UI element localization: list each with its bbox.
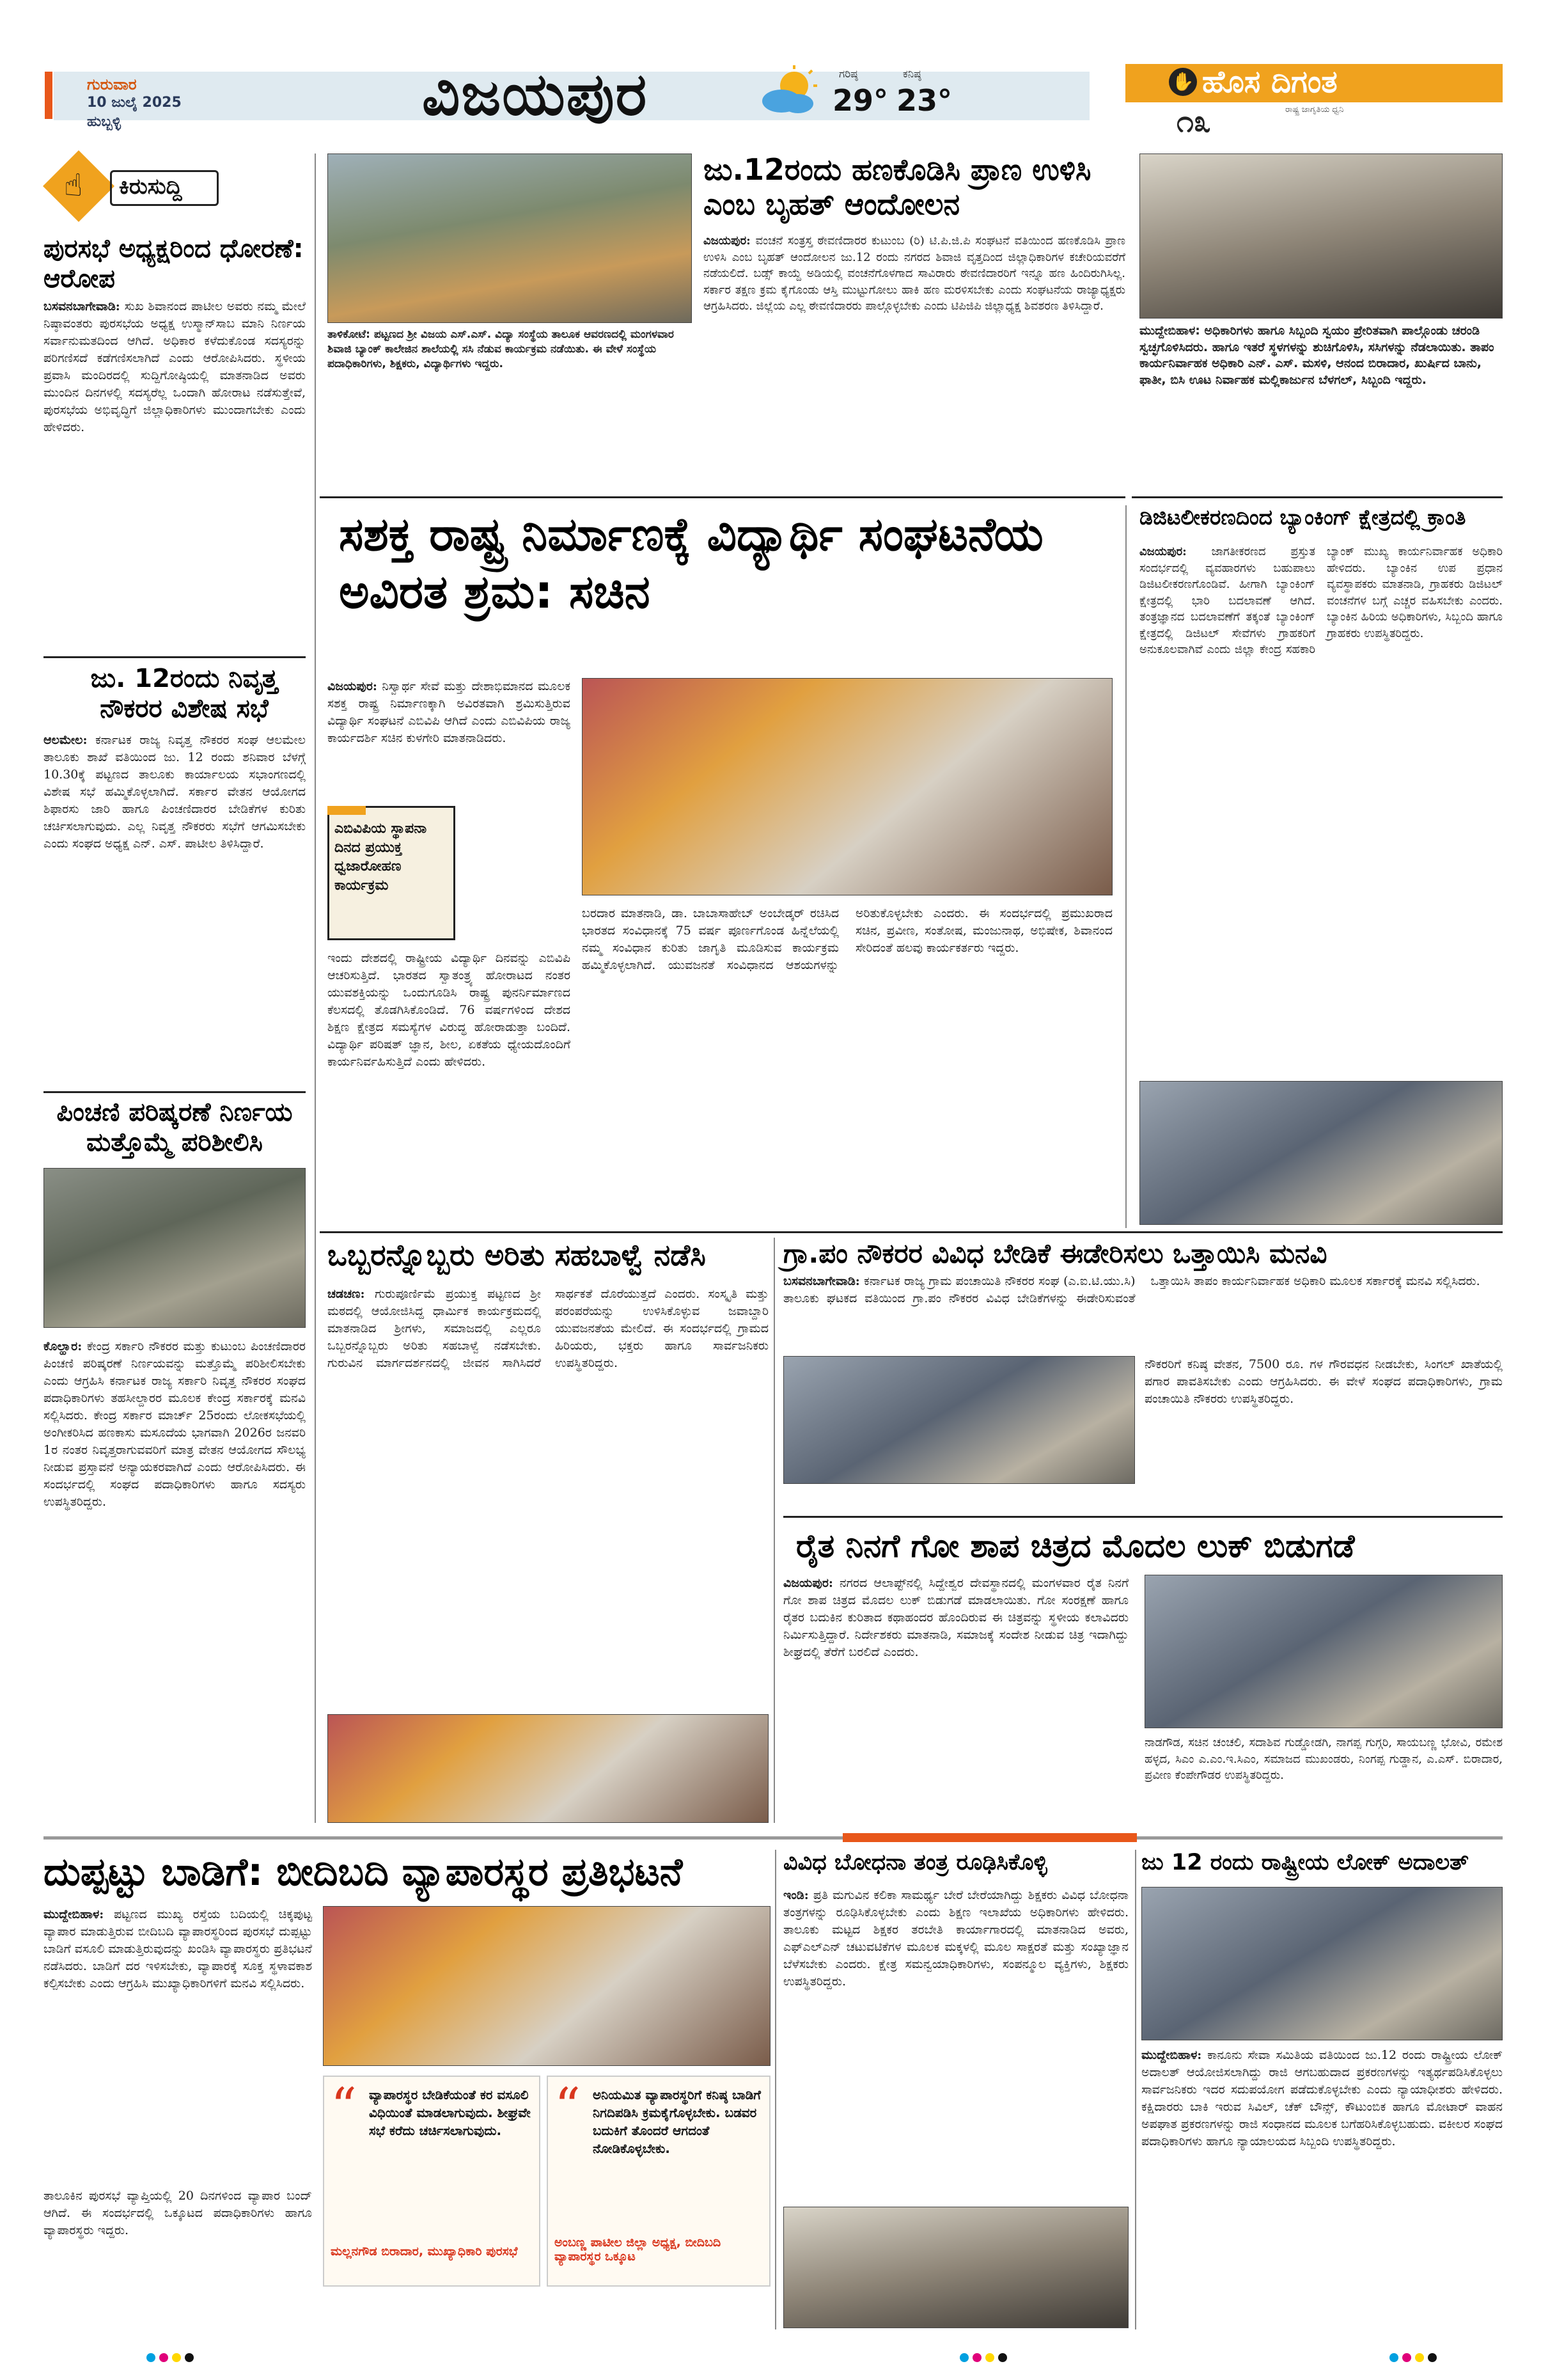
bodhana-headline: ವಿವಿಧ ಬೋಧನಾ ತಂತ್ರ ರೂಢಿಸಿಕೊಳ್ಳಿ	[783, 1850, 1047, 1875]
quote-2-mark-icon: “	[554, 2077, 581, 2136]
registration-marks-left	[145, 2352, 196, 2365]
bodhana-photo	[783, 2207, 1129, 2328]
brief-3-dateline: ಕೊಲ್ಹಾರ:	[43, 1339, 82, 1353]
raita-headline: ರೈತ ನಿನಗೆ ಗೋ ಶಾಪ ಚಿತ್ರದ ಮೊದಲ ಲುಕ್ ಬಿಡುಗಡೆ	[796, 1527, 1355, 1564]
banking-headline: ಡಿಜಿಟಲೀಕರಣದಿಂದ ಬ್ಯಾಂಕಿಂಗ್ ಕ್ಷೇತ್ರದಲ್ಲಿ ಕ್ರಾಂತಿ	[1139, 505, 1466, 530]
edition-name: ವಿಜಯಪುರ	[422, 60, 648, 129]
duppatta-right-divider	[775, 1850, 776, 2329]
duppatta-dateline: ಮುದ್ದೇಬಿಹಾಳ:	[43, 1907, 104, 1921]
min-temp: 23°	[896, 83, 953, 118]
section-band	[43, 1833, 1503, 1842]
masthead-left-stripe	[45, 72, 52, 119]
sahabalve-body	[327, 1286, 769, 1708]
lead-body-2b: ಇಂದು ದೇಶದಲ್ಲಿ ರಾಷ್ಟ್ರೀಯ ವಿದ್ಯಾರ್ಥಿ ದಿನವನ್ನು ಎಬಿವಿಪಿ ಆಚರಿಸುತ್ತಿದೆ. ಭಾರತದ ಸ್ವಾತಂತ್ರ್ಯ ಹೋರಾಟದ ನಂತರ ಯುವಶಕ್ತಿಯನ್ನು ಒಂದುಗೂಡಿಸಿ ರಾಷ್ಟ್ರ ಪುನರ್ನಿರ್ಮಾಣದ ಕೆಲಸದಲ್ಲಿ ತೊಡಗಿಸಿಕೊಂಡಿದೆ. 76 ವರ್ಷಗಳಿಂದ ದೇಶದ ಶಿಕ್ಷಣ ಕ್ಷೇತ್ರದ ಸಮಸ್ಯೆಗಳ ವಿರುದ್ಧ ಹೋರಾಡುತ್ತಾ ಬಂದಿದೆ. ವಿದ್ಯಾರ್ಥಿ ಪರಿಷತ್ ಜ್ಞಾನ, ಶೀಲ, ಏಕತೆಯ ಧ್ಯೇಯದೊಂದಿಗೆ ಕಾರ್ಯನಿರ್ವಹಿಸುತ್ತಿದೆ ಎಂದು ಹೇಳಿದರು.	[327, 951, 570, 1069]
max-temp-label: ಗರಿಷ್ಠ	[839, 68, 858, 81]
band-gray	[43, 1836, 843, 1840]
raita-caption: ನಾಡಗೌಡ, ಸಚಿನ ಚಂಚಲಿ, ಸದಾಶಿವ ಗುಡ್ಡೋಡಗಿ, ನಾಗಪ್ಪ ಗುಗ್ಗರಿ, ಸಾಯಬಣ್ಣ ಭೋವಿ, ರಮೇಶ ಹಳ್ಳದ, ಸಿಎಂ ಎ.ಎಂ.ಇ.ಸಿಎಂ, ಸಮಾಜದ ಮುಖಂಡರು, ನಿಂಗಪ್ಪ ಗುಡ್ಡಾನ, ಎ.ಎಸ್. ಬಿರಾದಾರ, ಪ್ರವೀಣ ಕೆಂಪೇಗೌಡರ ಉಪಸ್ಥಿತರಿದ್ದರು.	[1145, 1736, 1503, 1783]
drain-cleaning-caption: ಮುದ್ದೇಬಿಹಾಳ: ಅಧಿಕಾರಿಗಳು ಹಾಗೂ ಸಿಬ್ಬಂದಿ ಸ್ವಯಂ ಪ್ರೇರಿತವಾಗಿ ಪಾಲ್ಗೊಂಡು ಚರಂಡಿ ಸ್ವಚ್ಛಗೊಳಿಸಿದರು. ಹಾಗೂ ಇತರೆ ಸ್ಥಳಗಳನ್ನು ಶುಚಿಗೊಳಿಸಿ, ಸಸಿಗಳನ್ನು ನೆಡಲಾಯಿತು. ತಾಪಂ ಕಾರ್ಯನಿರ್ವಾಹಕ ಅಧಿಕಾರಿ ಎನ್. ಎಸ್. ಮಸಳಿ, ಆನಂದ ಬಿರಾದಾರ, ಖುರ್ಷಿದ ಬಾನು, ಫಾತೀ, ಬಿಸಿ ಊಟ ನಿರ್ವಾಹಕ ಮಲ್ಲಿಕಾರ್ಜುನ ಬೆಳಗಲ್, ಸಿಬ್ಬಂದಿ ಇದ್ದರು.	[1139, 324, 1494, 387]
grampam-dateline: ಬಸವನಬಾಗೇವಾಡಿ:	[783, 1274, 860, 1288]
adalat-text: ಕಾನೂನು ಸೇವಾ ಸಮಿತಿಯ ವತಿಯಿಂದ ಜು.12 ರಂದು ರಾಷ್ಟ್ರೀಯ ಲೋಕ್ ಅದಾಲತ್ ಆಯೋಜಿಸಲಾಗಿದ್ದು ರಾಜಿ ಆಗಬಹುದಾದ ಪ್ರಕರಣಗಳನ್ನು ಇತ್ಯರ್ಥಪಡಿಸಿಕೊಳ್ಳಲು ಸಾರ್ವಜನಿಕರು ಇದರ ಸದುಪಯೋಗ ಪಡೆದುಕೊಳ್ಳಬೇಕು ಎಂದು ನ್ಯಾಯಾಧೀಶರು ಹೇಳಿದರು. ಕಕ್ಷಿದಾರರು ಬಾಕಿ ಇರುವ ಸಿವಿಲ್, ಚೆಕ್ ಬೌನ್ಸ್, ಕೌಟುಂಬಿಕ ಹಾಗೂ ಮೋಟಾರ್ ವಾಹನ ಅಪಘಾತ ಪ್ರಕರಣಗಳನ್ನು ರಾಜಿ ಸಂಧಾನದ ಮೂಲಕ ಬಗೆಹರಿಸಿಕೊಳ್ಳಬಹುದು. ವಕೀಲರ ಸಂಘದ ಪದಾಧಿಕಾರಿಗಳು ಹಾಗೂ ನ್ಯಾಯಾಲಯದ ಸಿಬ್ಬಂದಿ ಉಪಸ್ಥಿತರಿದ್ದರು.	[1141, 2048, 1503, 2148]
page-number: ೧೩	[1177, 104, 1211, 139]
brief-3-body	[43, 1338, 306, 1511]
grampam-body-1	[783, 1273, 1503, 1307]
quote-2-text: ಅನಿಯಮಿತ ವ್ಯಾಪಾರಸ್ಥರಿಗೆ ಕನಿಷ್ಠ ಬಾಡಿಗೆ ನಿಗದಿಪಡಿಸಿ ಕ್ರಮಕೈಗೊಳ್ಳಬೇಕು. ಬಡವರ ಬದುಕಿಗೆ ತೊಂದರೆ ಆಗದಂತೆ ನೋಡಿಕೊಳ್ಳಬೇಕು.	[593, 2087, 761, 2156]
hanakodi-body	[703, 233, 1125, 315]
brief-divider-1	[43, 656, 306, 658]
raita-photo	[1145, 1575, 1503, 1728]
paper-logo-icon: ✋	[1169, 68, 1197, 96]
grampam-text-1: ಕರ್ನಾಟಕ ರಾಜ್ಯ ಗ್ರಾಮ ಪಂಚಾಯಿತಿ ನೌಕರರ ಸಂಘ (ಎ.ಐ.ಟಿ.ಯು.ಸಿ) ತಾಲೂಕು ಘಟಕದ ವತಿಯಿಂದ ಗ್ರಾ.ಪಂ ನೌಕರರ ವಿವಿಧ ಬೇಡಿಕೆಗಳನ್ನು ಈಡೇರಿಸುವಂತೆ ಒತ್ತಾಯಿಸಿ ತಾಪಂ ಕಾರ್ಯನಿರ್ವಾಹಕ ಅಧಿಕಾರಿ ಮೂಲಕ ಸರ್ಕಾರಕ್ಕೆ ಮನವಿ ಸಲ್ಲಿಸಿದರು.	[783, 1274, 1480, 1305]
kirusuddi-label: ಕಿರುಸುದ್ದಿ	[119, 174, 182, 200]
sahabalve-dateline: ಚಡಚಣ:	[327, 1287, 365, 1301]
brief-2-text: ಕರ್ನಾಟಕ ರಾಜ್ಯ ನಿವೃತ್ತ ನೌಕರರ ಸಂಘ ಆಲಮೇಲ ತಾಲೂಕು ಶಾಖೆ ವತಿಯಿಂದ ಜು. 12 ರಂದು ಶನಿವಾರ ಬೆಳಗ್ಗೆ 10.30ಕ್ಕೆ ಪಟ್ಟಣದ ತಾಲೂಕು ಕಾರ್ಯಾಲಯ ಸಭಾಂಗಣದಲ್ಲಿ ವಿಶೇಷ ಸಭೆ ಹಮ್ಮಿಕೊಳ್ಳಲಾಗಿದೆ. ಸರ್ಕಾರ ವೇತನ ಆಯೋಗದ ಶಿಫಾರಸು ಜಾರಿ ಹಾಗೂ ಪಿಂಚಣಿದಾರರ ಬೇಡಿಕೆಗಳ ಕುರಿತು ಚರ್ಚಿಸಲಾಗುವುದು. ಎಲ್ಲ ನಿವೃತ್ತ ನೌಕರರು ಸಭೆಗೆ ಆಗಮಿಸಬೇಕು ಎಂದು ಸಂಘದ ಅಧ್ಯಕ್ಷ ಎನ್. ಎಸ್. ಪಾಟೀಲ ತಿಳಿಸಿದ್ದಾರೆ.	[43, 733, 306, 851]
paper-name: ಹೊಸ ದಿಗಂತ	[1202, 64, 1338, 100]
kirusuddi-column	[43, 151, 306, 2326]
kirusuddi-badge	[43, 151, 224, 228]
banking-text: ಜಾಗತೀಕರಣದ ಪ್ರಸ್ತುತ ಸಂದರ್ಭದಲ್ಲಿ ವ್ಯವಹಾರಗಳು ಬಹುಪಾಲು ಡಿಜಿಟಲೀಕರಣಗೊಂಡಿವೆ. ಹೀಗಾಗಿ ಬ್ಯಾಂಕಿಂಗ್ ಕ್ಷೇತ್ರದಲ್ಲಿ ಭಾರಿ ಬದಲಾವಣೆ ಆಗಿದೆ. ತಂತ್ರಜ್ಞಾನದ ಬದಲಾವಣೆಗೆ ತಕ್ಕಂತೆ ಬ್ಯಾಂಕಿಂಗ್ ಕ್ಷೇತ್ರದಲ್ಲಿ ಡಿಜಿಟಲ್ ಸೇವೆಗಳು ಗ್ರಾಹಕರಿಗೆ ಅನುಕೂಲವಾಗಿವೆ ಎಂದು ಜಿಲ್ಲಾ ಕೇಂದ್ರ ಸಹಕಾರಿ ಬ್ಯಾಂಕ್ ಮುಖ್ಯ ಕಾರ್ಯನಿರ್ವಾಹಕ ಅಧಿಕಾರಿ ಹೇಳಿದರು. ಬ್ಯಾಂಕಿನ ಉಪ ಪ್ರಧಾನ ವ್ಯವಸ್ಥಾಪಕರು ಮಾತನಾಡಿ, ಗ್ರಾಹಕರು ಡಿಜಿಟಲ್ ವಂಚನೆಗಳ ಬಗ್ಗೆ ಎಚ್ಚರ ವಹಿಸಬೇಕು ಎಂದರು. ಬ್ಯಾಂಕಿನ ಹಿರಿಯ ಅಧಿಕಾರಿಗಳು, ಸಿಬ್ಬಂದಿ ಹಾಗೂ ಗ್ರಾಹಕರು ಉಪಸ್ಥಿತರಿದ್ದರು.	[1139, 545, 1503, 657]
band-gray-2	[1137, 1836, 1503, 1840]
band-orange	[843, 1833, 1137, 1842]
pull-quote-tab	[327, 806, 366, 815]
lead-headline: ಸಶಕ್ತ ರಾಷ್ಟ್ರ ನಿರ್ಮಾಣಕ್ಕೆ ವಿದ್ಯಾರ್ಥಿ ಸಂಘಟನೆಯ ಅವಿರತ ಶ್ರಮ: ಸಚಿನ	[339, 507, 1044, 619]
sahabalve-text: ಗುರುಪೂರ್ಣಿಮೆ ಪ್ರಯುಕ್ತ ಪಟ್ಟಣದ ಶ್ರೀ ಮಠದಲ್ಲಿ ಆಯೋಜಿಸಿದ್ದ ಧಾರ್ಮಿಕ ಕಾರ್ಯಕ್ರಮದಲ್ಲಿ ಮಾತನಾಡಿದ ಶ್ರೀಗಳು, ಸಮಾಜದಲ್ಲಿ ಎಲ್ಲರೂ ಒಬ್ಬರನ್ನೊಬ್ಬರು ಅರಿತು ಸಹಬಾಳ್ವೆ ನಡೆಸಬೇಕು. ಗುರುವಿನ ಮಾರ್ಗದರ್ಶನದಲ್ಲಿ ಜೀವನ ಸಾಗಿಸಿದರೆ ಸಾರ್ಥಕತೆ ದೊರೆಯುತ್ತದೆ ಎಂದರು. ಸಂಸ್ಕೃತಿ ಮತ್ತು ಪರಂಪರೆಯನ್ನು ಉಳಿಸಿಕೊಳ್ಳುವ ಜವಾಬ್ದಾರಿ ಯುವಜನತೆಯ ಮೇಲಿದೆ. ಈ ಸಂದರ್ಭದಲ್ಲಿ ಗ್ರಾಮದ ಹಿರಿಯರು, ಭಕ್ತರು ಹಾಗೂ ಸಾರ್ವಜನಿಕರು ಉಪಸ್ಥಿತರಿದ್ದರು.	[327, 1287, 769, 1370]
banking-body	[1139, 544, 1503, 1068]
masthead	[45, 60, 1503, 142]
brief-2-title: ಜು. 12ರಂದು ನಿವೃತ್ತ ನೌಕರರ ವಿಶೇಷ ಸಭೆ	[90, 664, 278, 724]
bodhana-dateline: ಇಂಡಿ:	[783, 1888, 809, 1902]
masthead-day: ಗುರುವಾರ	[87, 75, 137, 93]
raita-text: ನಗರದ ಆಲಾಪ್ಟ್‌ನಲ್ಲಿ ಸಿದ್ದೇಶ್ವರ ದೇವಸ್ಥಾನದಲ್ಲಿ ಮಂಗಳವಾರ ರೈತ ನಿನಗೆ ಗೋ ಶಾಪ ಚಿತ್ರದ ಮೊದಲ ಲುಕ್ ಬಿಡುಗಡೆ ಮಾಡಲಾಯಿತು. ಗೋ ಸಂರಕ್ಷಣೆ ಹಾಗೂ ರೈತರ ಬದುಕಿನ ಕುರಿತಾದ ಕಥಾಹಂದರ ಹೊಂದಿರುವ ಈ ಚಿತ್ರವನ್ನು ಸ್ಥಳೀಯ ಕಲಾವಿದರು ನಿರ್ಮಿಸುತ್ತಿದ್ದಾರೆ. ನಿರ್ದೇಶಕರು ಮಾತನಾಡಿ, ಸಮಾಜಕ್ಕೆ ಸಂದೇಶ ನೀಡುವ ಚಿತ್ರ ಇದಾಗಿದ್ದು ಶೀಘ್ರದಲ್ಲಿ ತೆರೆಗೆ ಬರಲಿದೆ ಎಂದರು.	[783, 1576, 1129, 1659]
top-row-divider	[320, 496, 1125, 498]
lead-pull-quote	[327, 806, 455, 940]
grampam-bottom-divider	[783, 1516, 1503, 1518]
lead-intro-text: ನಿಸ್ವಾರ್ಥ ಸೇವೆ ಮತ್ತು ದೇಶಾಭಿಮಾನದ ಮೂಲಕ ಸಶಕ್ತ ರಾಷ್ಟ್ರ ನಿರ್ಮಾಣಕ್ಕಾಗಿ ಅವಿರತವಾಗಿ ಶ್ರಮಿಸುತ್ತಿರುವ ವಿದ್ಯಾರ್ಥಿ ಸಂಘಟನೆ ಎಬಿವಿಪಿ ಆಗಿದೆ ಎಂದು ಎಬಿವಿಪಿಯ ರಾಜ್ಯ ಕಾರ್ಯದರ್ಶಿ ಸಚಿನ ಕುಳಗೇರಿ ಮಾತನಾಡಿದರು.	[327, 679, 570, 745]
brief-2-body	[43, 732, 306, 853]
brief-3-text: ಕೇಂದ್ರ ಸರ್ಕಾರಿ ನೌಕರರ ಮತ್ತು ಕುಟುಂಬ ಪಿಂಚಣಿದಾರರ ಪಿಂಚಣಿ ಪರಿಷ್ಕರಣೆ ನಿರ್ಣಯವನ್ನು ಮತ್ತೊಮ್ಮೆ ಪರಿಶೀಲಿಸಬೇಕು ಎಂದು ಆಗ್ರಹಿಸಿ ಕರ್ನಾಟಕ ರಾಜ್ಯ ಸರ್ಕಾರಿ ನಿವೃತ್ತ ನೌಕರರ ಸಂಘದ ಪದಾಧಿಕಾರಿಗಳು ತಹಸೀಲ್ದಾರರ ಮೂಲಕ ಕೇಂದ್ರ ಸರ್ಕಾರಕ್ಕೆ ಮನವಿ ಸಲ್ಲಿಸಿದರು. ಕೇಂದ್ರ ಸರ್ಕಾರ ಮಾರ್ಚ್ 25ರಂದು ಲೋಕಸಭೆಯಲ್ಲಿ ಅಂಗೀಕರಿಸಿದ ಹಣಕಾಸು ಮಸೂದೆಯ ಭಾಗವಾಗಿ 2026ರ ಜನವರಿ 1ರ ನಂತರ ನಿವೃತ್ತರಾಗುವವರಿಗೆ ಮಾತ್ರ ವೇತನ ಆಯೋಗದ ಸೌಲಭ್ಯ ನೀಡುವ ಪ್ರಸ್ತಾವನೆ ಅನ್ಯಾಯಕರವಾಗಿದೆ ಎಂದು ಆರೋಪಿಸಿದರು. ಈ ಸಂದರ್ಭದಲ್ಲಿ ಸಂಘದ ಪದಾಧಿಕಾರಿಗಳು ಹಾಗೂ ಸದಸ್ಯರು ಉಪಸ್ಥಿತರಿದ್ದರು.	[43, 1339, 306, 1509]
adalat-body	[1141, 2047, 1503, 2150]
drain-cleaning-photo	[1139, 154, 1503, 319]
grampam-body-2: ನೌಕರರಿಗೆ ಕನಿಷ್ಠ ವೇತನ, 7500 ರೂ. ಗಳ ಗೌರವಧನ ನೀಡಬೇಕು, ಸಿಂಗಲ್ ಖಾತೆಯಲ್ಲಿ ಪಗಾರ ಪಾವತಿಸಬೇಕು ಎಂದು ಆಗ್ರಹಿಸಿದರು. ಈ ವೇಳೆ ಸಂಘದ ಪದಾಧಿಕಾರಿಗಳು, ಗ್ರಾಮ ಪಂಚಾಯಿತಿ ನೌಕರರು ಉಪಸ್ಥಿತರಿದ್ದರು.	[1145, 1357, 1503, 1406]
lead-body-1	[327, 678, 570, 747]
lead-body-3: ಬರದಾರ ಮಾತನಾಡಿ, ಡಾ. ಬಾಬಾಸಾಹೇಬ್ ಅಂಬೇಡ್ಕರ್ ರಚಿಸಿದ ಭಾರತದ ಸಂವಿಧಾನಕ್ಕೆ 75 ವರ್ಷ ಪೂರ್ಣಗೊಂಡ ಹಿನ್ನೆಲೆಯಲ್ಲಿ ನಮ್ಮ ಸಂವಿಧಾನ ಕುರಿತು ಜಾಗೃತಿ ಮೂಡಿಸುವ ಕಾರ್ಯಕ್ರಮ ಹಮ್ಮಿಕೊಳ್ಳಲಾಗಿದೆ. ಯುವಜನತೆ ಸಂವಿಧಾನದ ಆಶಯಗಳನ್ನು ಅರಿತುಕೊಳ್ಳಬೇಕು ಎಂದರು. ಈ ಸಂದರ್ಭದಲ್ಲಿ ಪ್ರಮುಖರಾದ ಸಚಿನ, ಪ್ರವೀಣ, ಸಂತೋಷ, ಮಂಜುನಾಥ, ಅಭಿಷೇಕ, ಶಿವಾನಂದ ಸೇರಿದಂತೆ ಹಲವು ಕಾರ್ಯಕರ್ತರು ಇದ್ದರು.	[582, 906, 1113, 972]
lead-dateline: ವಿಜಯಪುರ:	[327, 679, 377, 693]
raita-dateline: ವಿಜಯಪುರ:	[783, 1576, 833, 1590]
bodhana-body	[783, 1887, 1129, 1990]
quote-box-1	[323, 2076, 540, 2287]
quote-1-mark-icon: “	[331, 2077, 357, 2136]
mid-row-divider	[320, 1231, 1503, 1233]
hanakodi-headline: ಜು.12ರಂದು ಹಣಕೊಡಿಸಿ ಪ್ರಾಣ ಉಳಿಸಿ ಎಂಬ ಬೃಹತ್ ಆಂದೋಲನ	[703, 152, 1091, 222]
duppatta-text: ಪಟ್ಟಣದ ಮುಖ್ಯ ರಸ್ತೆಯ ಬದಿಯಲ್ಲಿ ಚಿಕ್ಕಪುಟ್ಟ ವ್ಯಾಪಾರ ಮಾಡುತ್ತಿರುವ ಬೀದಿಬದಿ ವ್ಯಾಪಾರಸ್ಥರಿಂದ ಪುರಸಭೆ ದುಪ್ಪಟ್ಟು ಬಾಡಿಗೆ ವಸೂಲಿ ಮಾಡುತ್ತಿರುವುದನ್ನು ಖಂಡಿಸಿ ವ್ಯಾಪಾರಸ್ಥರು ಪ್ರತಿಭಟನೆ ನಡೆಸಿದರು. ಬಾಡಿಗೆ ದರ ಇಳಿಸಬೇಕು, ವ್ಯಾಪಾರಕ್ಕೆ ಸೂಕ್ತ ಸ್ಥಳಾವಕಾಶ ಕಲ್ಪಿಸಬೇಕು ಎಂದು ಆಗ್ರಹಿಸಿ ಮುಖ್ಯಾಧಿಕಾರಿಗಳಿಗೆ ಮನವಿ ಸಲ್ಲಿಸಿದರು.	[43, 1907, 312, 1990]
brief-3-photo	[43, 1168, 306, 1328]
brief-divider-2	[43, 1091, 306, 1093]
banking-photo	[1139, 1081, 1503, 1225]
adalat-dateline: ಮುದ್ದೇಬಿಹಾಳ:	[1141, 2048, 1202, 2062]
brief-1-text: ಸುಖ ಶಿವಾನಂದ ಪಾಟೀಲ ಅವರು ನಮ್ಮ ಮೇಲೆ ನಿಷ್ಠಾವಂತರು ಪುರಸಭೆಯ ಅಧ್ಯಕ್ಷ ಉಸ್ಮಾನ್‌ಸಾಬ ಮಾನಿ ನಿರ್ಣಯ ಸರ್ವಾನುಮತದಿಂದ ಆಗಿದೆ. ಅಧಿಕಾರ ಕಳೆದುಕೊಂಡ ಸದಸ್ಯರನ್ನು ಪರಿಗಣಿಸದೆ ಕಡೆಗಣಿಸಲಾಗಿದೆ ಎಂದು ಆರೋಪಿಸಿದರು. ಸ್ಥಳೀಯ ಪ್ರವಾಸಿ ಮಂದಿರದಲ್ಲಿ ಸುದ್ದಿಗೋಷ್ಠಿಯಲ್ಲಿ ಮಾತನಾಡಿದ ಅವರು ಮುಂದಿನ ದಿನಗಳಲ್ಲಿ ಸದಸ್ಯರೆಲ್ಲ ಒಂದಾಗಿ ಹೋರಾಟ ನಡೆಸುತ್ತೇವೆ, ಪುರಸಭೆಯ ಅಭಿವೃದ್ಧಿಗೆ ಜಿಲ್ಲಾಧಿಕಾರಿಗಳು ಮುಂದಾಗಬೇಕು ಎಂದು ಹೇಳಿದರು.	[43, 299, 306, 434]
tree-planting-caption: ತಾಳಿಕೋಟೆ: ಪಟ್ಟಣದ ಶ್ರೀ ವಿಜಯ ಎಸ್.ಎಸ್. ವಿದ್ಯಾ ಸಂಸ್ಥೆಯ ತಾಲೂಕ ಆವರಣದಲ್ಲಿ ಮಂಗಳವಾರ ಶಿವಾಜಿ ಬ್ಯಾಂಕ್ ಕಾಲೇಜಿನ ಶಾಲೆಯಲ್ಲಿ ಸಸಿ ನೆಡುವ ಕಾರ್ಯಕ್ರಮ ನಡೆಯಿತು. ಈ ವೇಳೆ ಸಂಸ್ಥೆಯ ಪದಾಧಿಕಾರಿಗಳು, ಶಿಕ್ಷಕರು, ವಿದ್ಯಾರ್ಥಿಗಳು ಇದ್ದರು.	[327, 328, 674, 370]
min-temp-label: ಕನಿಷ್ಠ	[903, 68, 921, 81]
masthead-city: ಹುಬ್ಬಳ್ಳಿ	[87, 114, 121, 130]
quote-1-text: ವ್ಯಾಪಾರಸ್ಥರ ಬೇಡಿಕೆಯಂತೆ ಕರ ವಸೂಲಿ ವಿಧಿಯಿಂತೆ ಮಾಡಲಾಗುವುದು. ಶೀಘ್ರವೇ ಸಭೆ ಕರೆದು ಚರ್ಚಿಸಲಾಗುವುದು.	[369, 2087, 531, 2138]
sahabalve-headline: ಒಬ್ಬರನ್ನೊಬ್ಬರು ಅರಿತು ಸಹಬಾಳ್ವೆ ನಡೆಸಿ	[327, 1238, 706, 1272]
masthead-date: 10 ಜುಲೈ 2025	[87, 95, 182, 111]
brief-1-dateline: ಬಸವನಬಾಗೇವಾಡಿ:	[43, 299, 120, 313]
adalat-photo	[1141, 1887, 1503, 2040]
paper-tagline: ರಾಷ್ಟ್ರ ಜಾಗೃತಿಯ ಧ್ವನಿ	[1285, 105, 1344, 114]
duppatta-body	[43, 1906, 312, 1992]
lead-group-photo	[582, 678, 1113, 895]
weather-icon	[755, 64, 825, 122]
banking-dateline: ವಿಜಯಪುರ:	[1139, 545, 1187, 558]
brief-3-title: ಪಿಂಚಣಿ ಪರಿಷ್ಕರಣೆ ನಿರ್ಣಯ ಮತ್ತೊಮ್ಮೆ ಪರಿಶೀಲಿಸಿ	[56, 1098, 293, 1158]
quote-1-by: ಮಲ್ಲನಗೌಡ ಬಿರಾದಾರ, ಮುಖ್ಯಾಧಿಕಾರಿ ಪುರಸಭೆ	[331, 2244, 518, 2258]
raita-body	[783, 1575, 1129, 1661]
top-right-divider	[1132, 496, 1503, 498]
tree-planting-photo	[327, 154, 692, 323]
pull-quote-text: ಎಬಿವಿಪಿಯ ಸ್ಥಾಪನಾ ದಿನದ ಪ್ರಯುಕ್ತ ಧ್ವಜಾರೋಹಣ ಕಾರ್ಯಕ್ರಮ	[334, 821, 427, 894]
bodhana-right-divider	[1135, 1850, 1136, 2329]
brief-1-title: ಪುರಸಭೆ ಅಧ್ಯಕ್ಷರಿಂದ ಧೋರಣೆ: ಆರೋಪ	[43, 234, 304, 294]
hanakodi-dateline: ವಿಜಯಪುರ:	[703, 234, 751, 248]
max-temp: 29°	[833, 83, 889, 118]
quote-box-2	[547, 2076, 770, 2287]
sahabalve-photo	[327, 1714, 769, 1823]
brief-2-dateline: ಆಲಮೇಲ:	[43, 733, 88, 747]
grampam-headline: ಗ್ರಾ.ಪಂ ನೌಕರರ ವಿವಿಧ ಬೇಡಿಕೆ ಈಡೇರಿಸಲು ಒತ್ತಾಯಿಸಿ ಮನವಿ	[783, 1238, 1327, 1269]
duppatta-body-2: ತಾಲೂಕಿನ ಪುರಸಭೆ ವ್ಯಾಪ್ತಿಯಲ್ಲಿ 20 ದಿನಗಳಿಂದ ವ್ಯಾಪಾರ ಬಂದ್ ಆಗಿದೆ. ಈ ಸಂದರ್ಭದಲ್ಲಿ ಒಕ್ಕೂಟದ ಪದಾಧಿಕಾರಿಗಳು ಹಾಗೂ ವ್ಯಾಪಾರಸ್ಥರು ಇದ್ದರು.	[43, 2189, 312, 2237]
brief-1-body	[43, 298, 306, 436]
quote-2-by: ಅಂಬಣ್ಣ ಪಾಟೀಲ ಜಿಲ್ಲಾ ಅಧ್ಯಕ್ಷ, ಬೀದಿಬದಿ ವ್ಯಾಪಾರಸ್ಥರ ಒಕ್ಕೂಟ	[554, 2235, 721, 2264]
duppatta-headline: ದುಪ್ಪಟ್ಟು ಬಾಡಿಗೆ: ಬೀದಿಬದಿ ವ್ಯಾಪಾರಸ್ಥರ ಪ್ರತಿಭಟನೆ	[43, 1850, 683, 1895]
duppatta-photo	[323, 1906, 770, 2066]
left-column-divider	[315, 154, 316, 1823]
bodhana-text: ಪ್ರತಿ ಮಗುವಿನ ಕಲಿಕಾ ಸಾಮರ್ಥ್ಯ ಬೇರೆ ಬೇರೆಯಾಗಿದ್ದು ಶಿಕ್ಷಕರು ವಿವಿಧ ಬೋಧನಾ ತಂತ್ರಗಳನ್ನು ರೂಢಿಸಿಕೊಳ್ಳಬೇಕು ಎಂದು ಶಿಕ್ಷಣ ಇಲಾಖೆಯ ಅಧಿಕಾರಿಗಳು ಹೇಳಿದರು. ತಾಲೂಕು ಮಟ್ಟದ ಶಿಕ್ಷಕರ ತರಬೇತಿ ಕಾರ್ಯಾಗಾರದಲ್ಲಿ ಮಾತನಾಡಿದ ಅವರು, ಎಫ್‌ಎಲ್‌ಎನ್ ಚಟುವಟಿಕೆಗಳ ಮೂಲಕ ಮಕ್ಕಳಲ್ಲಿ ಮೂಲ ಸಾಕ್ಷರತೆ ಮತ್ತು ಸಂಖ್ಯಾಜ್ಞಾನ ಬೆಳೆಸಬೇಕು ಎಂದರು. ಕ್ಷೇತ್ರ ಸಮನ್ವಯಾಧಿಕಾರಿಗಳು, ಸಂಪನ್ಮೂಲ ವ್ಯಕ್ತಿಗಳು, ಶಿಕ್ಷಕರು ಉಪಸ್ಥಿತರಿದ್ದರು.	[783, 1888, 1129, 1989]
hanakodi-text: ವಂಚನೆ ಸಂತ್ರಸ್ತ ಠೇವಣಿದಾರರ ಕುಟುಂಬ (ರಿ) ಟಿ.ಪಿ.ಜಿ.ಪಿ ಸಂಘಟನೆ ವತಿಯಿಂದ ಹಣಕೊಡಿಸಿ ಪ್ರಾಣ ಉಳಿಸಿ ಎಂಬ ಬೃಹತ್ ಆಂದೋಲನ ಜು.12 ರಂದು ನಗರದ ಶಿವಾಜಿ ವೃತ್ತದಿಂದ ಜಿಲ್ಲಾಧಿಕಾರಿಗಳ ಕಚೇರಿಯವರೆಗೆ ನಡೆಯಲಿದೆ. ಬಡ್ಸ್ ಕಾಯ್ದೆ ಅಡಿಯಲ್ಲಿ ವಂಚನೆಗೊಳಗಾದ ಸಾವಿರಾರು ಠೇವಣಿದಾರರಿಗೆ ಇನ್ನೂ ಹಣ ಹಿಂದಿರುಗಿಸಿಲ್ಲ. ಸರ್ಕಾರ ತಕ್ಷಣ ಕ್ರಮ ಕೈಗೊಂಡು ಆಸ್ತಿ ಮುಟ್ಟುಗೋಲು ಹಾಕಿ ಹಣ ಮರಳಿಸಬೇಕು ಎಂದು ಸಂಘಟನೆಯ ರಾಜ್ಯಾಧ್ಯಕ್ಷರು ಆಗ್ರಹಿಸಿದರು. ಜಿಲ್ಲೆಯ ಎಲ್ಲ ಠೇವಣಿದಾರರು ಪಾಲ್ಗೊಳ್ಳಬೇಕು ಎಂದು ಟಿಪಿಜಿಪಿ ಜಿಲ್ಲಾಧ್ಯಕ್ಷ ಶಿವಶರಣ ತಿಳಿಸಿದ್ದಾರೆ.	[703, 234, 1125, 313]
registration-marks-right	[1388, 2352, 1439, 2365]
grampam-photo	[783, 1356, 1135, 1484]
lead-right-divider	[1125, 505, 1127, 1228]
registration-marks-center	[958, 2352, 1009, 2365]
adalat-headline: ಜು 12 ರಂದು ರಾಷ್ಟ್ರೀಯ ಲೋಕ್ ಅದಾಲತ್	[1141, 1850, 1469, 1875]
finger-icon: ☝	[64, 168, 83, 203]
sahabalve-right-divider	[774, 1238, 775, 1823]
